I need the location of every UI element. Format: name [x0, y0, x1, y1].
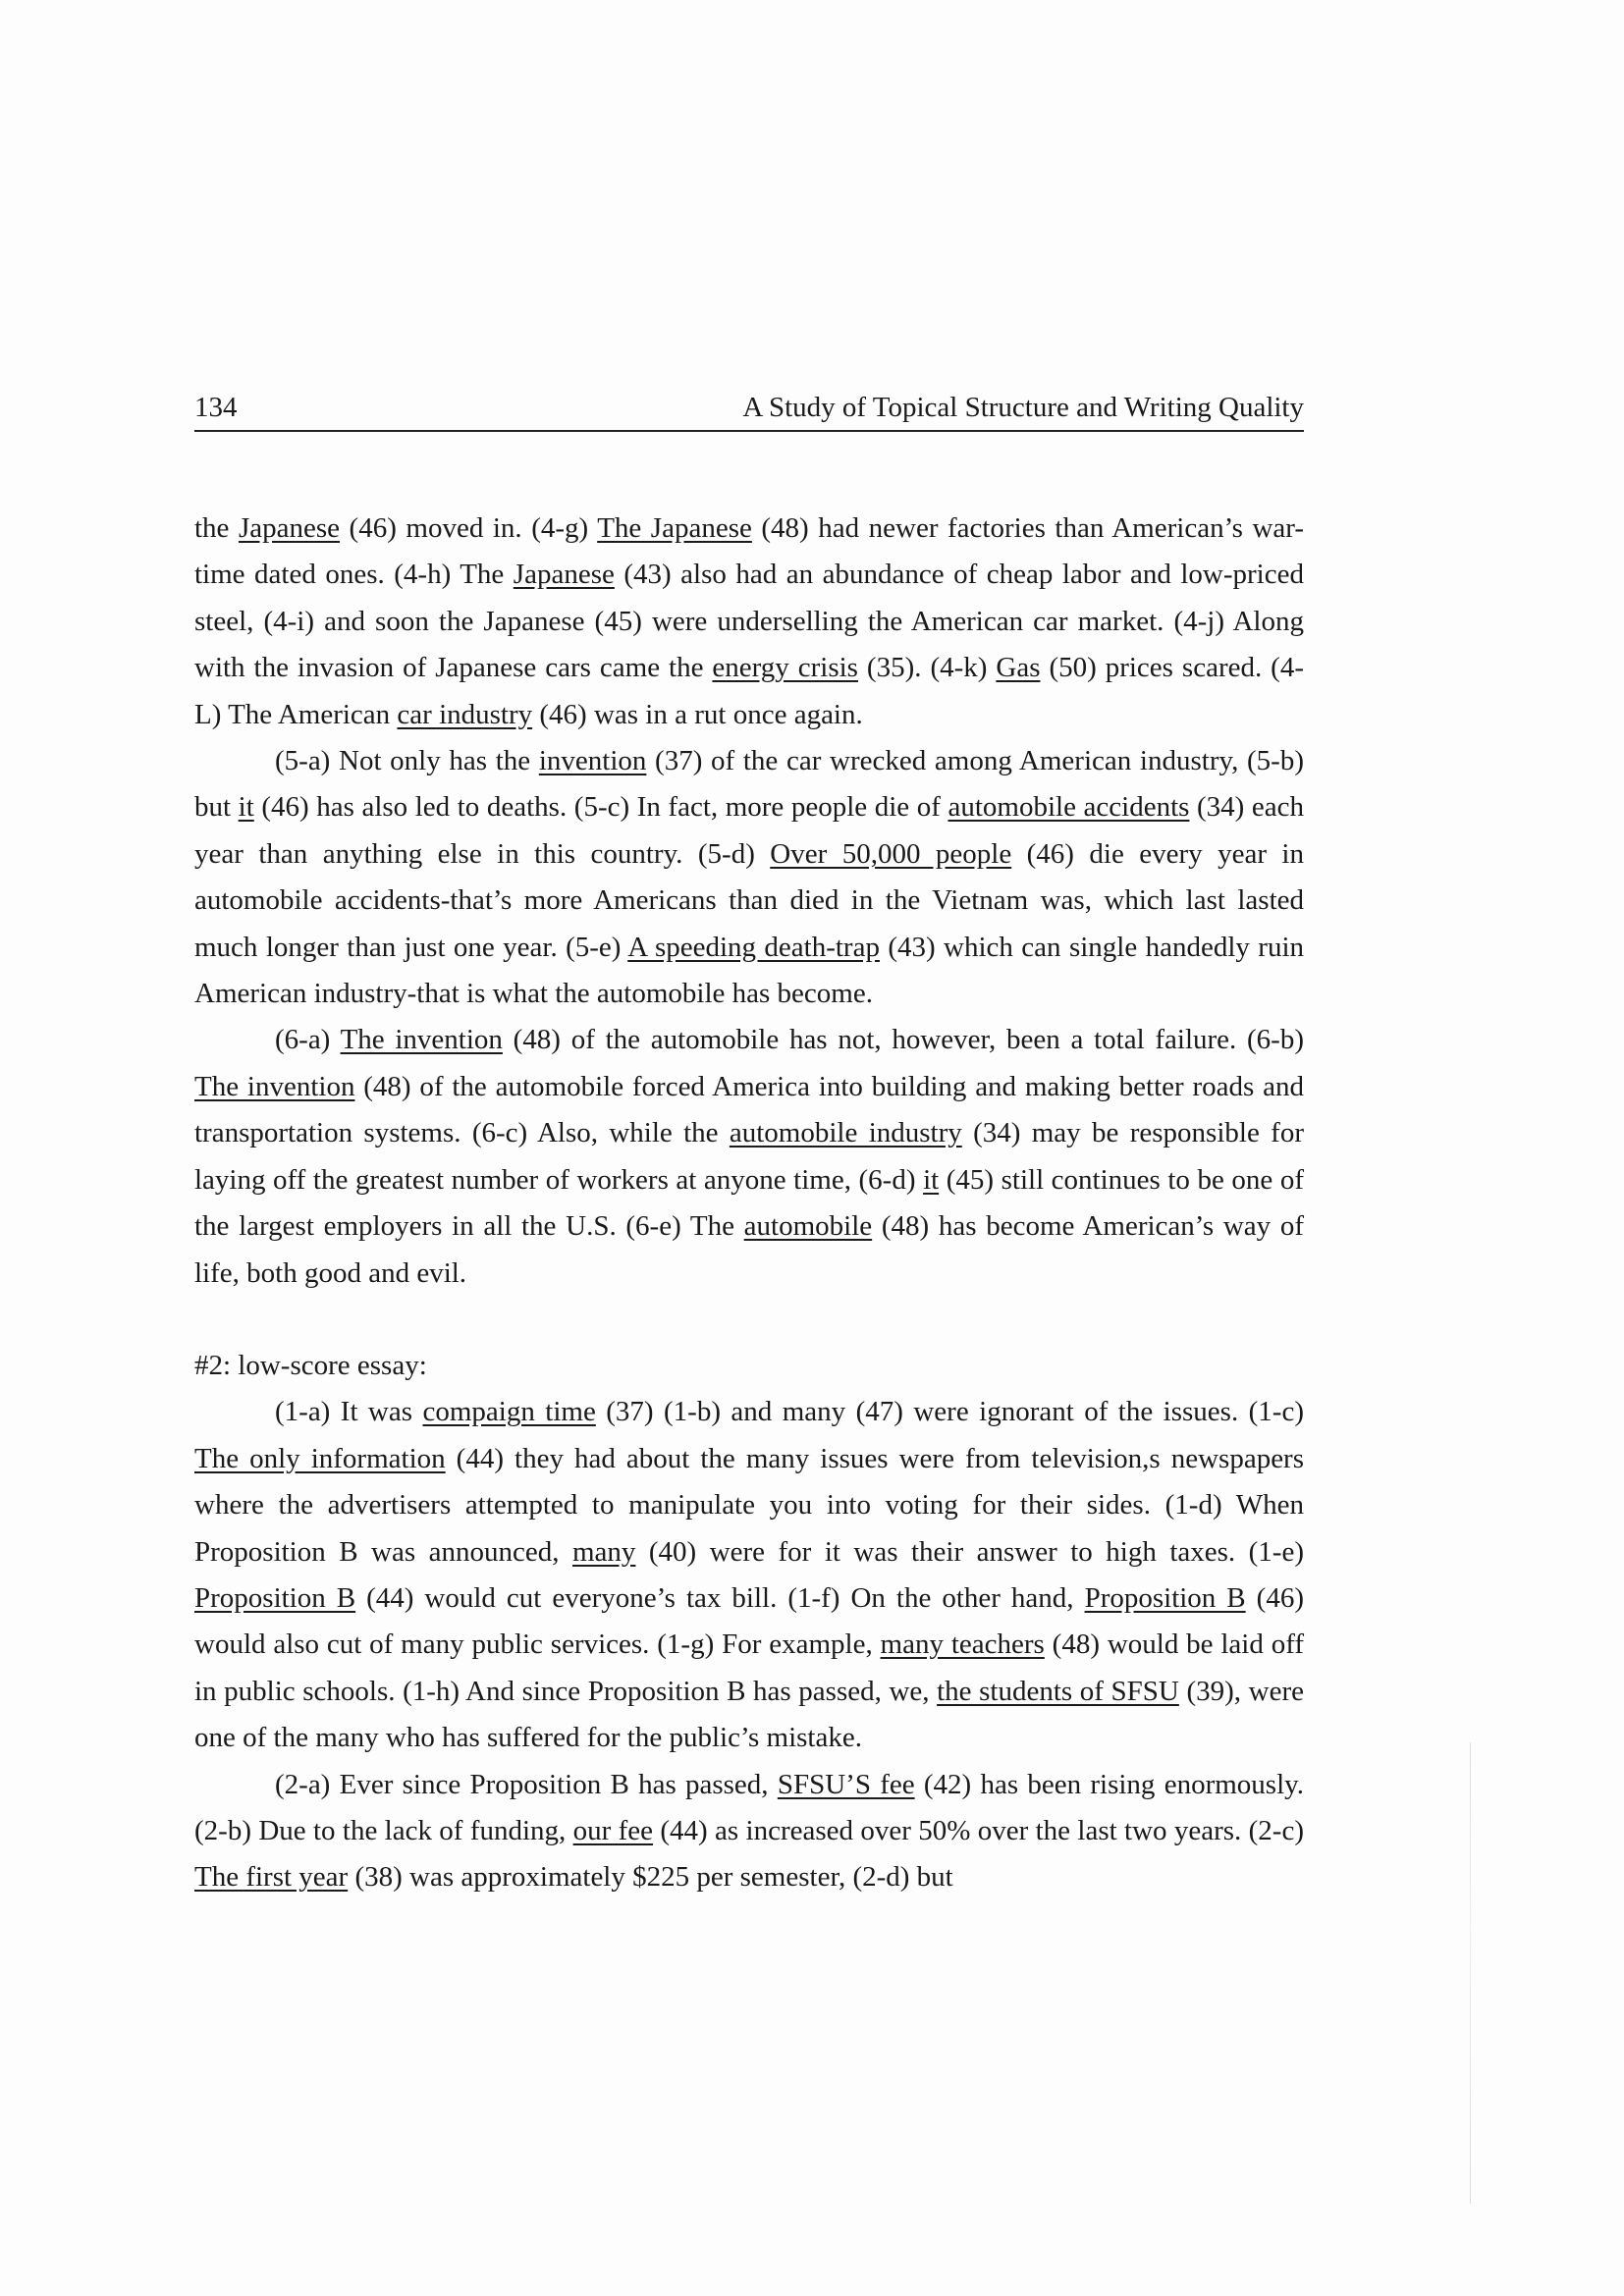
text-run: (48) of the automobile has not, however, been a total failure. (6-b) — [502, 1024, 1304, 1056]
underlined-topic: Japanese — [513, 559, 615, 591]
underlined-topic: The first year — [194, 1861, 349, 1894]
text-run: the — [194, 512, 239, 544]
underlined-topic: it — [238, 791, 254, 824]
underlined-topic: compaign time — [422, 1396, 596, 1428]
underlined-topic: many — [571, 1535, 636, 1568]
text-run: (37) (1-b) and many (47) were ignorant of the issues. (1-c) — [595, 1396, 1304, 1428]
text-run: (44) they had about the many issues were from television,s newspapers where the advertisers attempted to manipulate you into voting for their sides. (1-d) When Proposition B was announced, — [194, 1442, 1305, 1568]
text-run: (43) also had an abundance of cheap labor and low-priced steel, (4-i) and soon the Japanese (45) were underselling the American car market. (4-j) Along with the invasion of Japanese cars came the — [194, 559, 1304, 684]
page-number: 134 — [194, 392, 238, 423]
text-run: (1-a) It was — [275, 1396, 423, 1428]
underlined-topic: invention — [538, 745, 647, 777]
underlined-topic: Japanese — [238, 512, 341, 544]
text-run: (40) were for it was their answer to high taxes. (1-e) — [635, 1535, 1304, 1568]
text-run: (50) prices scared. (4-L) The American — [194, 652, 1304, 730]
underlined-topic: A speeding death-trap — [627, 931, 880, 963]
section-heading: #2: low-score essay: — [194, 1349, 427, 1381]
underlined-topic: many teachers — [880, 1629, 1045, 1661]
underlined-topic: The invention — [194, 1070, 355, 1102]
paragraph — [194, 506, 1304, 738]
underlined-topic: The only information — [194, 1442, 446, 1474]
text-run: (48) of the automobile forced America into building and making better roads and transportation systems. (6-c) Also, while the — [194, 1070, 1304, 1149]
text-run: (39), were one of the many who has suffered for the public’s mistake. — [194, 1675, 1304, 1754]
underlined-topic: it — [923, 1163, 940, 1196]
text-run: (46) die every year in automobile accidents-that’s more Americans than died in the Vietnam was, which last lasted much longer than just one year. (5-e) — [194, 837, 1304, 963]
scan-artifact-line — [1470, 1742, 1471, 2204]
text-run: (6-a) — [275, 1024, 341, 1056]
underlined-topic: automobile accidents — [947, 791, 1190, 824]
text-run: (34) may be responsible for laying off the greatest number of workers at anyone time, (6-d) — [194, 1117, 1304, 1196]
text-run: (48) would be laid off in public schools. (1-h) And since Proposition B has passed, we, — [194, 1629, 1304, 1707]
underlined-topic: Gas — [996, 652, 1041, 684]
underlined-topic: SFSU’S fee — [777, 1768, 915, 1800]
text-run: (46) was in a rut once again. — [532, 698, 863, 730]
essay-1-paragraphs — [194, 506, 1304, 1297]
text-run: (46) moved in. (4-g) — [340, 512, 598, 544]
text-run: (46) would also cut of many public services. (1-g) For example, — [194, 1581, 1304, 1661]
text-run: (2-a) Ever since Proposition B has passed, — [275, 1768, 778, 1800]
running-title: A Study of Topical Structure and Writing Quality — [742, 392, 1304, 423]
underlined-topic: the students of SFSU — [937, 1675, 1179, 1707]
underlined-topic: The Japanese — [597, 512, 752, 544]
essay-2-paragraphs — [194, 1389, 1304, 1900]
underlined-topic: car industry — [397, 698, 533, 730]
text-run: (42) has been rising enormously. (2-b) Due to the lack of funding, — [194, 1768, 1304, 1846]
body-text — [194, 506, 1304, 1901]
underlined-topic: our fee — [572, 1814, 654, 1846]
text-run: (46) has also led to deaths. (5-c) In fact, more people die of — [253, 791, 948, 824]
underlined-topic: Proposition B — [194, 1581, 356, 1614]
paragraph — [194, 738, 1304, 1017]
underlined-topic: energy crisis — [712, 652, 858, 684]
paragraph — [194, 1389, 1304, 1761]
text-run: (44) would cut everyone’s tax bill. (1-f) On the other hand, — [355, 1581, 1085, 1614]
paragraph — [194, 1017, 1304, 1296]
running-header — [194, 381, 1304, 432]
underlined-topic: automobile industry — [729, 1117, 962, 1149]
underlined-topic: The invention — [340, 1024, 503, 1056]
underlined-topic: Over 50,000 people — [770, 837, 1012, 870]
underlined-topic: Proposition B — [1084, 1581, 1246, 1614]
underlined-topic: automobile — [743, 1210, 873, 1243]
text-run: (38) was approximately $225 per semester, (2-d) but — [348, 1861, 953, 1894]
text-run: (37) of the car wrecked among American industry, (5-b) but — [194, 745, 1304, 824]
text-run: (48) has become American’s way of life, both good and evil. — [194, 1210, 1304, 1289]
text-run: (5-a) Not only has the — [275, 745, 539, 777]
text-run: (44) as increased over 50% over the last two years. (2-c) — [653, 1814, 1304, 1846]
text-run: (45) still continues to be one of the largest employers in all the U.S. (6-e) The — [194, 1163, 1304, 1243]
text-run: (43) which can single handedly ruin American industry-that is what the automobile has become. — [194, 931, 1304, 1010]
text-run: (35). (4-k) — [857, 652, 997, 684]
text-run: (34) each year than anything else in this country. (5-d) — [194, 791, 1304, 870]
text-run: (48) had newer factories than American’s war-time dated ones. (4-h) The — [194, 512, 1304, 591]
paragraph — [194, 1762, 1304, 1901]
